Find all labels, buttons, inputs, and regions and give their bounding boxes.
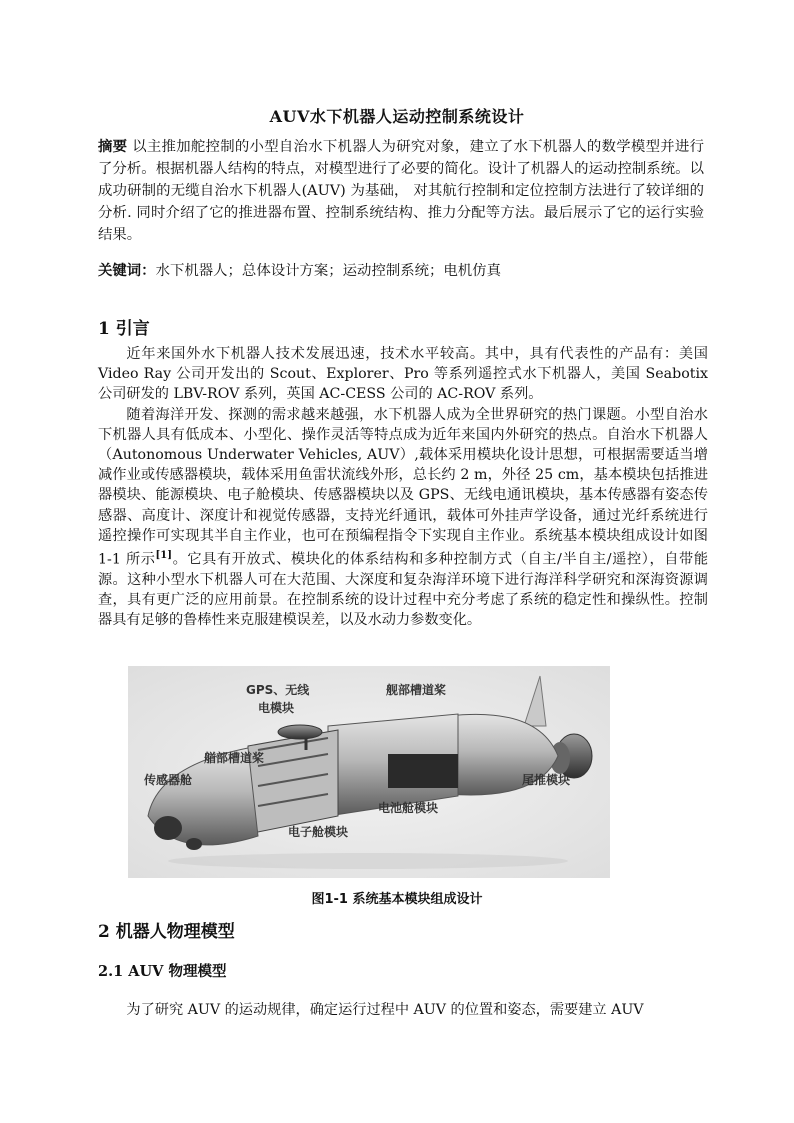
label-electronics-module: 电子舱模块	[288, 825, 349, 839]
citation-marker: [1]	[155, 550, 172, 562]
abstract-text: 以主推加舵控制的小型自治水下机器人为研究对象，建立了水下机器人的数学模型并进行了分析。根据机器人结构的特点，对模型进行了必要的简化。设计了机器人的运动控制系统。以成功研制的无缆自治水下机器人(AUV) 为基础， 对其航行控制和定位控制方法进行了较详细的分析. 同时介绍了它的推进器布置、控制系统结构、推力分配等方法。最后展示了它的运行实验结果。	[98, 139, 704, 243]
abstract-label: 摘要	[98, 138, 128, 155]
label-gps: GPS、无线	[246, 683, 310, 697]
keywords-label: 关键词：	[98, 262, 156, 279]
section-1-heading: 1 引言	[98, 319, 150, 339]
label-bow-thruster: 艏部槽道桨	[204, 751, 265, 765]
keywords-text: 水下机器人；总体设计方案；运动控制系统；电机仿真	[155, 263, 501, 279]
section-1-paragraph-1: 近年来国外水下机器人技术发展迅速，技术水平较高。其中，具有代表性的产品有：美国 Video Ray 公司开发出的 Scout、Explorer、Pro 等系列遥控式水下机器人，美国 Seabotix 公司研发的 LBV-ROV 系列，英国 AC-CESS 公司的 AC-ROV 系列。	[98, 346, 708, 403]
keywords	[98, 260, 704, 282]
section-2-paragraph-1: 为了研究 AUV 的运动规律，确定运行过程中 AUV 的位置和姿态，需要建立 AUV	[126, 1002, 644, 1018]
abstract	[98, 136, 704, 246]
paper-title: AUV水下机器人运动控制系统设计	[269, 107, 525, 126]
paragraph-2-tail: 。它具有开放式、模块化的体系结构和多种控制方式（自主/半自主/遥控），自带能源。这种小型水下机器人可在大范围、大深度和复杂海洋环境下进行海洋科学研究和深海资源调查，具有更广泛的应用前景。在控制系统的设计过程中充分考虑了系统的稳定性和操纵性。控制器具有足够的鲁棒性来克服建模误差，以及水动力参数变化。	[98, 551, 709, 629]
section-2-heading: 2 机器人物理模型	[98, 922, 235, 942]
auv-module-figure	[128, 666, 610, 878]
label-tail-module: 尾推模块	[522, 773, 571, 787]
section-1-body	[98, 344, 708, 631]
figure-caption: 图1-1 系统基本模块组成设计	[311, 892, 483, 907]
label-gps-2: 电模块	[258, 701, 295, 715]
auv-illustration	[128, 666, 610, 878]
label-battery-module: 电池舱模块	[378, 801, 439, 815]
label-stern-thruster: 舰部槽道桨	[386, 683, 447, 697]
section-2-body	[98, 1000, 708, 1020]
section-2-1-heading: 2.1 AUV 物理模型	[98, 963, 227, 980]
paragraph-2-text: 随着海洋开发、探测的需求越来越强，水下机器人成为全世界研究的热门课题。小型自治水下机器人具有低成本、小型化、操作灵活等特点成为近年来国内外研究的热点。自治水下机器人（Autonomous Underwater Vehicles, AUV）,载体采用模块化设计思想，可根据需要适当增减作业或传感器模块，载体采用鱼雷状流线外形，总长约 2 m，外径 25 cm，基本模块包括推进器模块、能源模块、电子舱模块、传感器模块以及 GPS、无线电通讯模块，基本传感器有姿态传感器、高度计、深度计和视觉传感器，支持光纤通讯，载体可外挂声学设备，通过光纤系统进行遥控操作可实现其半自主作业，也可在预编程指令下实现自主作业。系统基本模块组成设计如图 1-1 所示	[98, 406, 708, 568]
section-1-paragraph-2	[98, 405, 708, 631]
label-sensor-module: 传感器舱	[144, 773, 193, 787]
